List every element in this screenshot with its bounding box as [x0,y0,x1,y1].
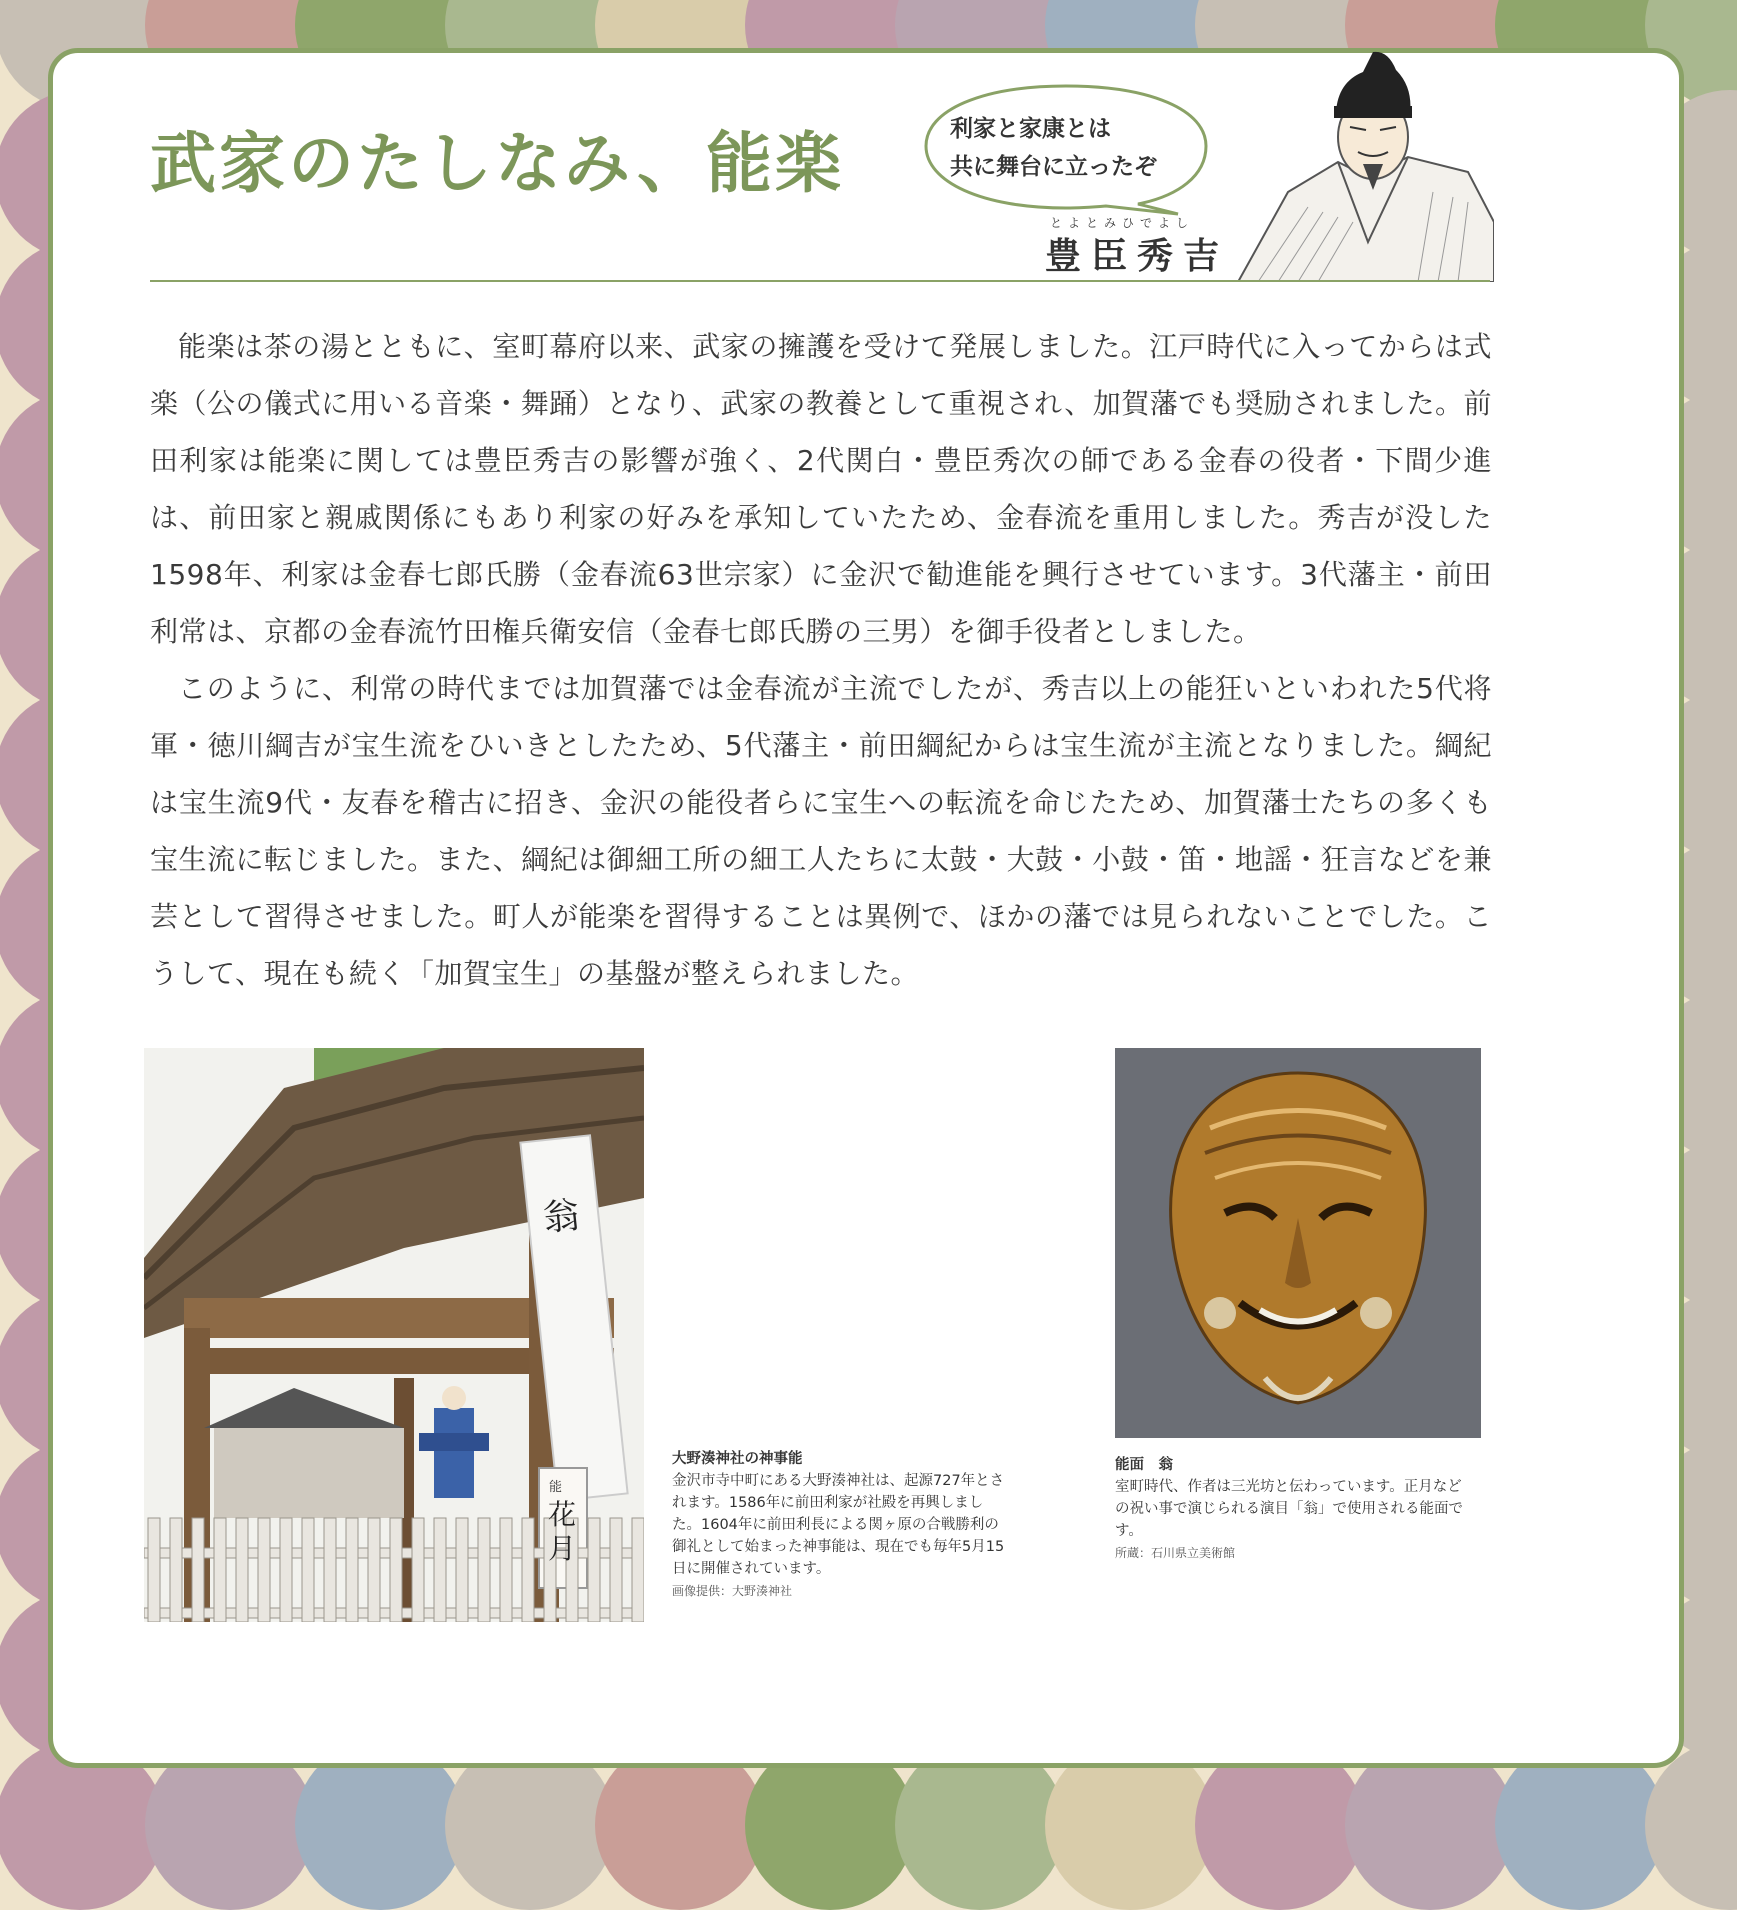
title-divider [150,280,1490,282]
speaker-name: 豊臣秀吉 [1045,236,1230,277]
caption-title: 能面 翁 [1115,1457,1173,1473]
page-title: 武家のたしなみ、能楽 [150,125,844,202]
caption-text: 室町時代、作者は三光坊と伝わっています。正月などの祝い事で演じられる演目「翁」で使用される能面です。 [1115,1479,1463,1539]
okina-mask-caption [1115,1454,1475,1564]
body-paragraph: 能楽は茶の湯とともに、室町幕府以来、武家の擁護を受けて発展しました。江戸時代に入ってからは式楽（公の儀式に用いる音楽・舞踊）となり、武家の教養として重視され、加賀藩でも奨励されました。前田利家は能楽に関しては豊臣秀吉の影響が強く、2代関白・豊臣秀次の師である金春の役者・下間少進は、前田家と親戚関係にもあり利家の好みを承知していたため、金春流を重用しました。秀吉が没した1598年、利家は金春七郎氏勝（金春流63世宗家）に金沢で勧進能を興行させています。3代藩主・前田利常は、京都の金春流竹田権兵衛安信（金春七郎氏勝の三男）を御手役者としました。 [150,330,1492,648]
caption-text: 金沢市寺中町にある大野湊神社は、起源727年とされます。1586年に前田利家が社殿を再興しました。1604年に前田利長による関ヶ原の合戦勝利の御礼として始まった神事能は、現在でも毎年5月15日に開催されています。 [672,1473,1005,1577]
noh-stage-caption [672,1448,1012,1602]
noh-stage-photo [144,1048,644,1622]
speech-bubble [916,80,1220,216]
speech-line-2: 共に舞台に立ったぞ [950,154,1157,180]
photo-credit: 画像提供：大野湊神社 [672,1584,793,1598]
mask-credit: 所蔵：石川県立美術館 [1115,1546,1236,1560]
caption-title: 大野湊神社の神事能 [672,1451,803,1467]
hideyoshi-portrait-illustration [1218,42,1494,282]
svg-text:翁: 翁 [541,1194,582,1240]
speaker-name-ruby: とよとみひでよし [1050,216,1195,230]
speech-bubble-text [950,110,1157,186]
banner-small-label: 能 [549,1480,563,1495]
body-paragraph: このように、利常の時代までは加賀藩では金春流が主流でしたが、秀吉以上の能狂いといわれた5代将軍・徳川綱吉が宝生流をひいきとしたため、5代藩主・前田綱紀からは宝生流が主流となりました。綱紀は宝生流9代・友春を稽古に招き、金沢の能役者らに宝生への転流を命じたため、加賀藩士たちの多くも宝生流に転じました。また、綱紀は御細工所の細工人たちに太鼓・大鼓・小鼓・笛・地謡・狂言などを兼芸として習得させました。町人が能楽を習得することは異例で、ほかの藩では見られないことでした。こうして、現在も続く「加賀宝生」の基盤が整えられました。 [150,672,1492,990]
okina-mask-photo [1115,1048,1481,1438]
article-body [150,318,1492,1002]
speech-line-1: 利家と家康とは [950,116,1111,142]
banner-sign-label: 花月 [548,1498,577,1565]
